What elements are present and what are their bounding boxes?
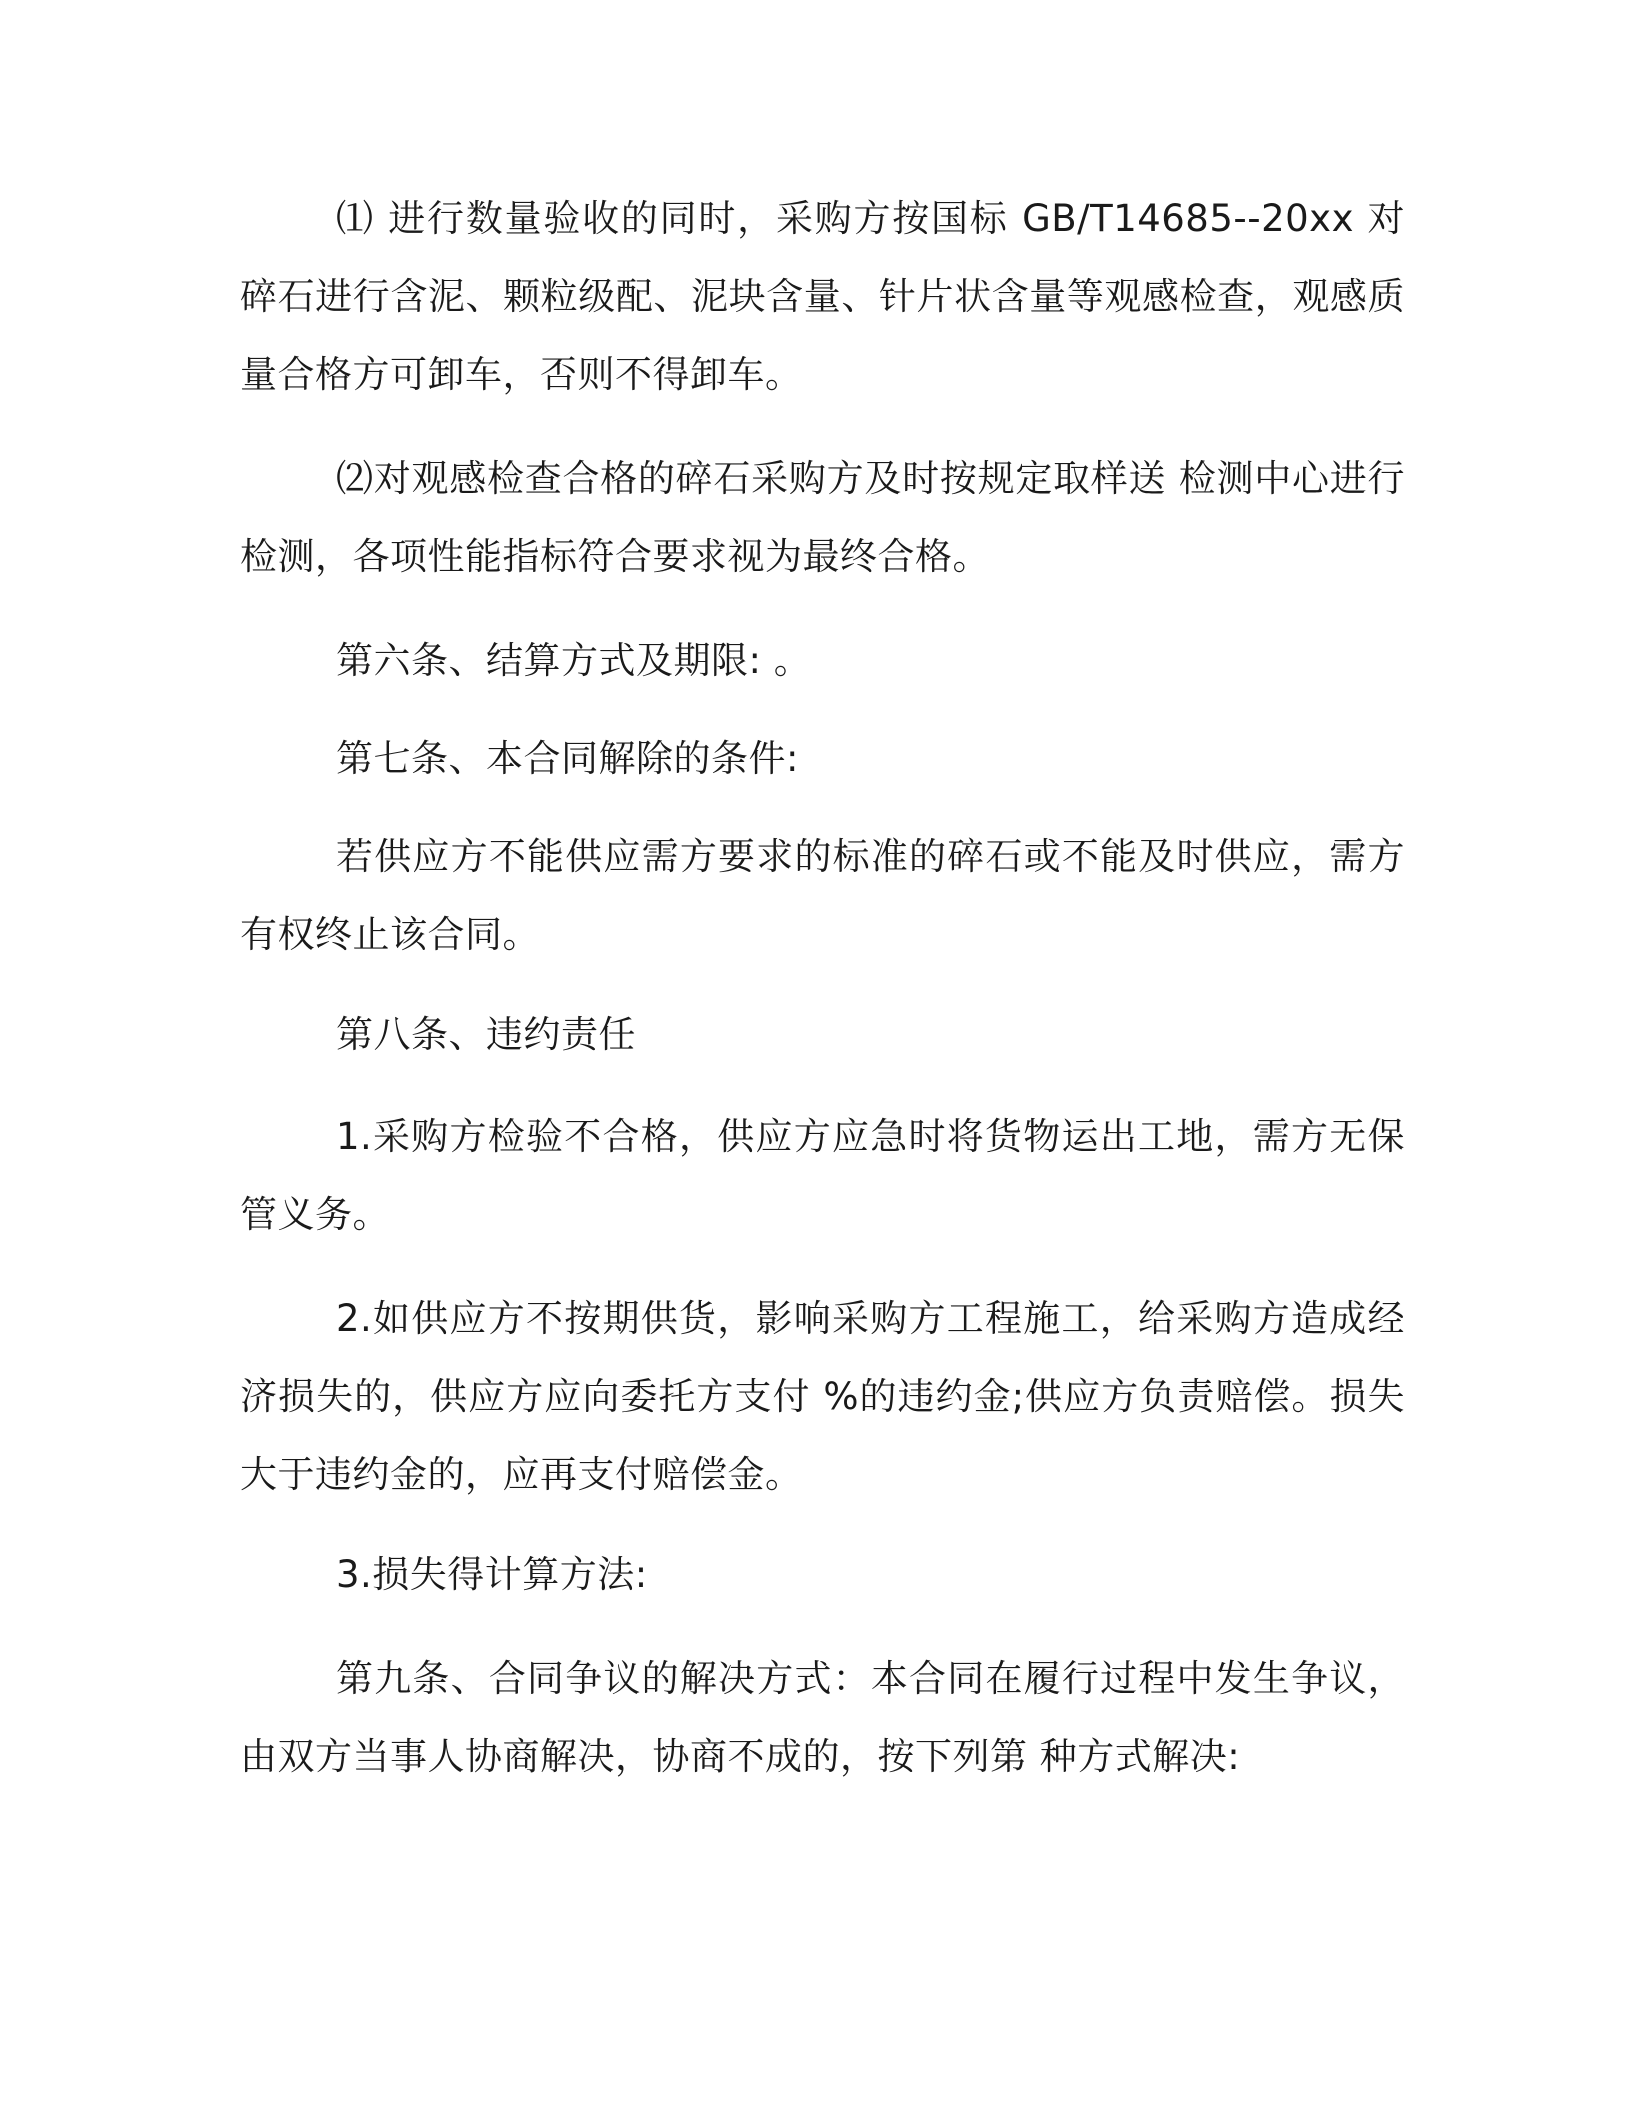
paragraph-liability-1: 1.采购方检验不合格，供应方应急时将货物运出工地，需方无保管义务。 xyxy=(240,1115,1405,1236)
paragraph-article-6: 第六条、结算方式及期限: 。 xyxy=(336,639,812,682)
paragraph-liability-2: 2.如供应方不按期供货，影响采购方工程施工，给采购方造成经济损失的，供应方应向委托方支付 %的违约金;供应方负责赔偿。损失大于违约金的，应再支付赔偿金。 xyxy=(240,1297,1405,1496)
paragraph-sample-testing: ⑵对观感检查合格的碎石采购方及时按规定取样送 检测中心进行检测，各项性能指标符合要求视为最终合格。 xyxy=(240,457,1405,578)
paragraph-article-8: 第八条、违约责任 xyxy=(336,1013,636,1056)
paragraph-article-9: 第九条、合同争议的解决方式：本合同在履行过程中发生争议，由双方当事人协商解决，协商不成的，按下列第 种方式解决: xyxy=(240,1657,1405,1778)
paragraph-quantity-inspection: ⑴ 进行数量验收的同时，采购方按国标 GB/T14685--20xx 对碎石进行含泥、颗粒级配、泥块含量、针片状含量等观感检查，观感质量合格方可卸车，否则不得卸车。 xyxy=(240,197,1405,396)
paragraph-article-7: 第七条、本合同解除的条件: xyxy=(336,737,799,780)
paragraph-liability-3: 3.损失得计算方法: xyxy=(336,1553,648,1596)
paragraph-termination-condition: 若供应方不能供应需方要求的标准的碎石或不能及时供应，需方有权终止该合同。 xyxy=(240,835,1405,956)
